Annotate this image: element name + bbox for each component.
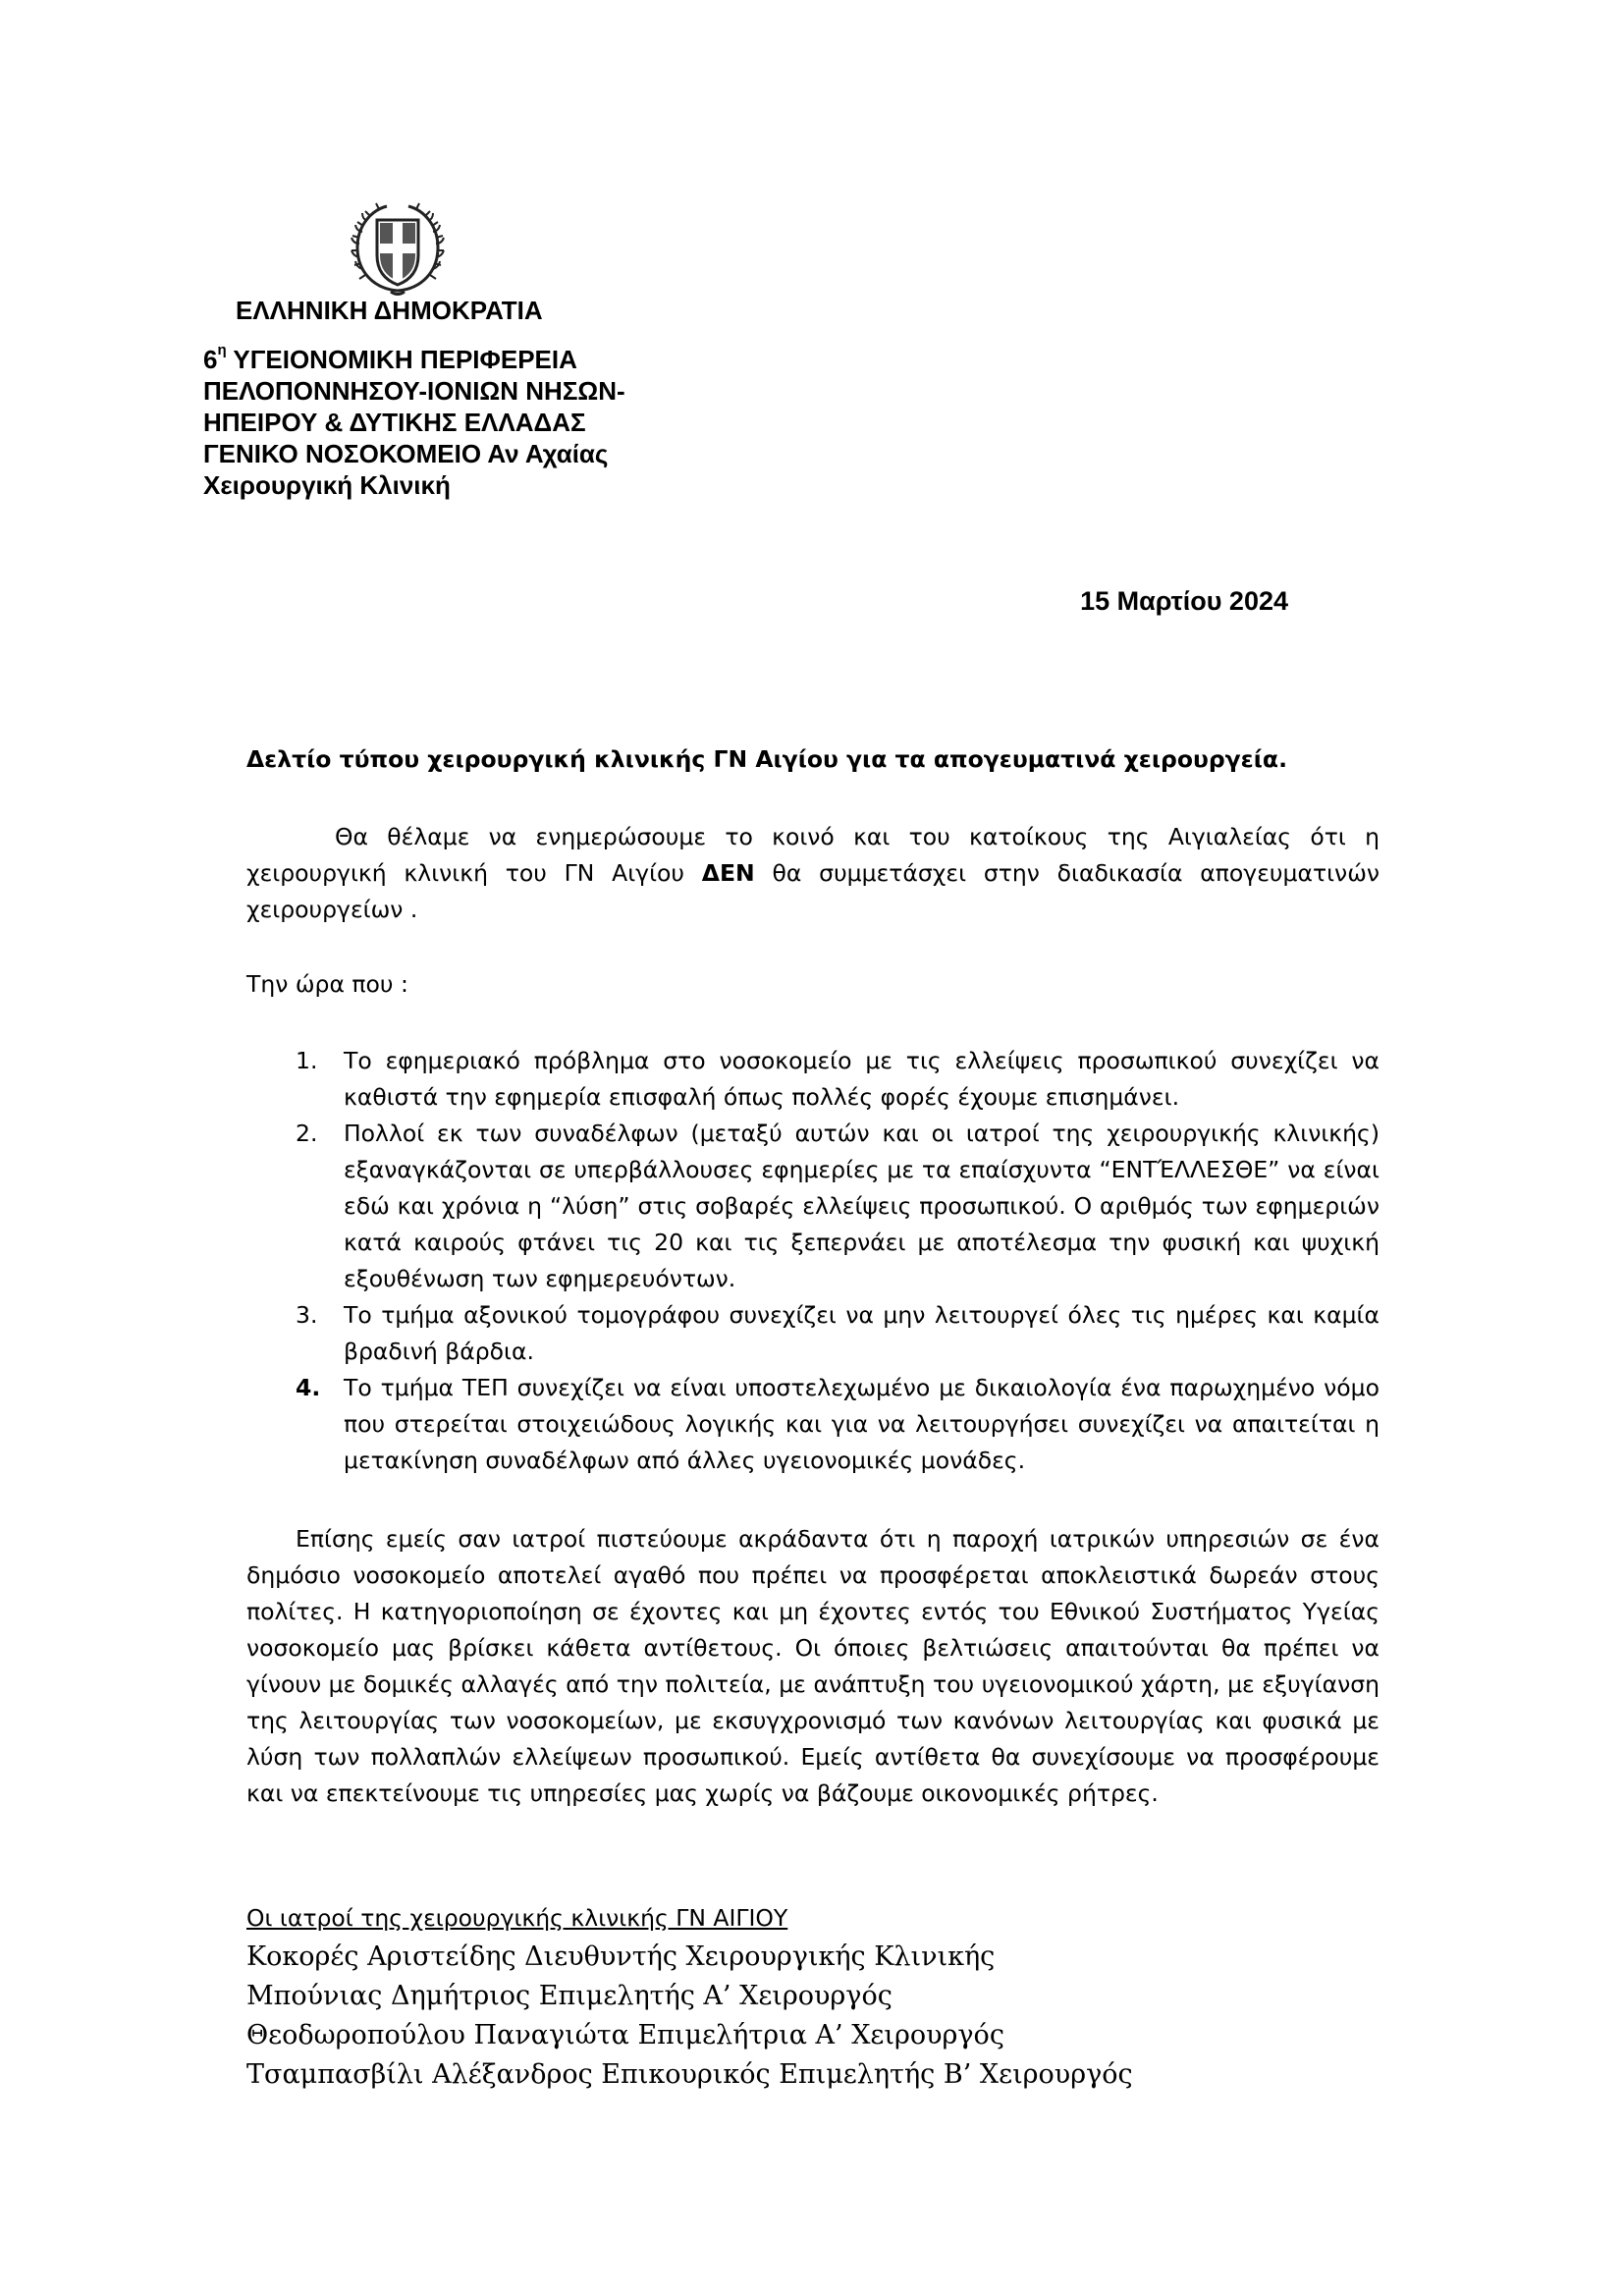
signatory-name: Θεοδωροπούλου Παναγιώτα Επιμελήτρια Α’ Χειρουργός bbox=[246, 2020, 1004, 2050]
list-intro: Την ώρα που : bbox=[246, 970, 408, 998]
signatories-heading: Οι ιατροί της χειρουργικής κλινικής ΓΝ ΑΙΓΙΟΥ bbox=[246, 1904, 788, 1932]
signatory-name: Κοκορές Αριστείδης Διευθυντής Χειρουργικής Κλινικής bbox=[246, 1941, 996, 1972]
list-item-number: 1. bbox=[296, 1047, 318, 1074]
signatory-name: Μπούνιας Δημήτριος Επιμελητής Α’ Χειρουργός bbox=[246, 1981, 893, 2011]
region-number: 6 bbox=[203, 345, 218, 374]
document-date: 15 Μαρτίου 2024 bbox=[1080, 586, 1288, 616]
list-item-text: Το τμήμα ΤΕΠ συνεχίζει να είναι υποστελεχωμένο με δικαιολογία ένα παρωχημένο νόμο που στερείται στοιχειώδους λογικής και για να λειτουργήσει συνεχίζει να απαιτείται η μετακίνηση συναδέλφων από άλλες υγειονομικές μονάδες. bbox=[344, 1374, 1380, 1474]
hospital-name: ΓΕΝΙΚΟ ΝΟΣΟΚΟΜΕΙΟ Αν Αχαίας bbox=[203, 439, 609, 468]
paragraph-announcement-emphasis: ΔΕΝ bbox=[701, 859, 755, 887]
press-release-subject: Δελτίο τύπου χειρουργική κλινικής ΓΝ Αιγίου για τα απογευματινά χειρουργεία. bbox=[246, 745, 1287, 773]
health-region-line bbox=[203, 344, 625, 375]
paragraph-announcement-part-2: θα συμμετάσχει στην διαδικασία απογευματινών χειρουργείων . bbox=[246, 859, 1380, 923]
list-item-text: Πολλοί εκ των συναδέλφων (μεταξύ αυτών και οι ιατροί της χειρουργικής κλινικής) εξαναγκάζονται σε υπερβάλλουσες εφημερίες με τα επαίσχυντα “ΕΝΤΈΛΛΕΣΘΕ” να είναι εδώ και χρόνια η “λύση” στις σοβαρές ελλείψεις προσωπικού. Ο αριθμός των εφημεριών κατά καιρούς φτάνει τις 20 και τις ξεπερνάει με αποτέλεσμα την φυσική και ψυχική εξουθένωση των εφημερευόντων. bbox=[344, 1120, 1380, 1292]
department-name: Χειρουργική Κλινική bbox=[203, 470, 451, 500]
paragraph-position-statement: Επίσης εμείς σαν ιατροί πιστεύουμε ακράδαντα ότι η παροχή ιατρικών υπηρεσιών σε ένα δημόσιο νοσοκομείο αποτελεί αγαθό που πρέπει να προσφέρεται αποκλειστικά δωρεάν στους πολίτες. Η κατηγοριοποίηση σε έχοντες και μη έχοντες εντός του Εθνικού Συστήματος Υγείας νοσοκομείο μας βρίσκει κάθετα αντίθετους. Οι όποιες βελτιώσεις απαιτούνται θα πρέπει να γίνουν με δομικές αλλαγές από την πολιτεία, με ανάπτυξη του υγειονομικού χάρτη, με εξυγίανση της λειτουργίας των νοσοκομείων, με εκσυγχρονισμό των κανόνων λειτουργίας και φυσικά με λύση των πολλαπλών ελλείψεων προσωπικού. Εμείς αντίθετα θα συνεχίσουμε να προσφέρουμε και να επεκτείνουμε τις υπηρεσίες μας χωρίς να βάζουμε οικονομικές ρήτρες. bbox=[246, 1525, 1380, 1807]
issuing-country: ΕΛΛΗΝΙΚΗ ΔΗΜΟΚΡΑΤΙΑ bbox=[236, 296, 543, 325]
list-item-text: Το τμήμα αξονικού τομογράφου συνεχίζει να μην λειτουργεί όλες τις ημέρες και καμία βραδινή βάρδια. bbox=[344, 1301, 1380, 1365]
list-item-text: Το εφημεριακό πρόβλημα στο νοσοκομείο με τις ελλείψεις προσωπικού συνεχίζει να καθιστά την εφημερία επισφαλή όπως πολλές φορές έχουμε επισημάνει. bbox=[344, 1047, 1380, 1111]
paragraph-announcement-part-1: Θα θέλαμε να ενημερώσουμε το κοινό και του κατοίκους της Αιγιαλείας ότι η χειρουργική κλινική του ΓΝ Αιγίου bbox=[246, 823, 1380, 887]
list-item bbox=[246, 1297, 1380, 1370]
region-line-3: ΗΠΕΙΡΟΥ & ΔΥΤΙΚΗΣ ΕΛΛΑΔΑΣ bbox=[203, 408, 586, 437]
list-item bbox=[246, 1116, 1380, 1297]
reasons-list bbox=[246, 1043, 1380, 1479]
paragraph-announcement bbox=[246, 819, 1380, 928]
hellenic-republic-emblem-icon bbox=[348, 198, 448, 301]
region-line-1: ΥΓΕΙΟΝΟΜΙΚΗ ΠΕΡΙΦΕΡΕΙΑ bbox=[233, 345, 577, 374]
region-line-2: ΠΕΛΟΠΟΝΝΗΣΟΥ-ΙΟΝΙΩΝ ΝΗΣΩΝ- bbox=[203, 376, 625, 406]
list-item bbox=[246, 1043, 1380, 1116]
list-item-number: 2. bbox=[296, 1120, 318, 1147]
signatory-name: Τσαμπασβίλι Αλέξανδρος Επικουρικός Επιμελητής Β’ Χειρουργός bbox=[246, 2059, 1133, 2090]
list-item-number: 3. bbox=[296, 1301, 318, 1329]
list-item-number: 4. bbox=[296, 1374, 321, 1401]
list-item bbox=[246, 1370, 1380, 1479]
organization-block bbox=[203, 344, 625, 501]
signature-block bbox=[246, 1898, 1133, 2095]
region-superscript: η bbox=[217, 342, 227, 358]
